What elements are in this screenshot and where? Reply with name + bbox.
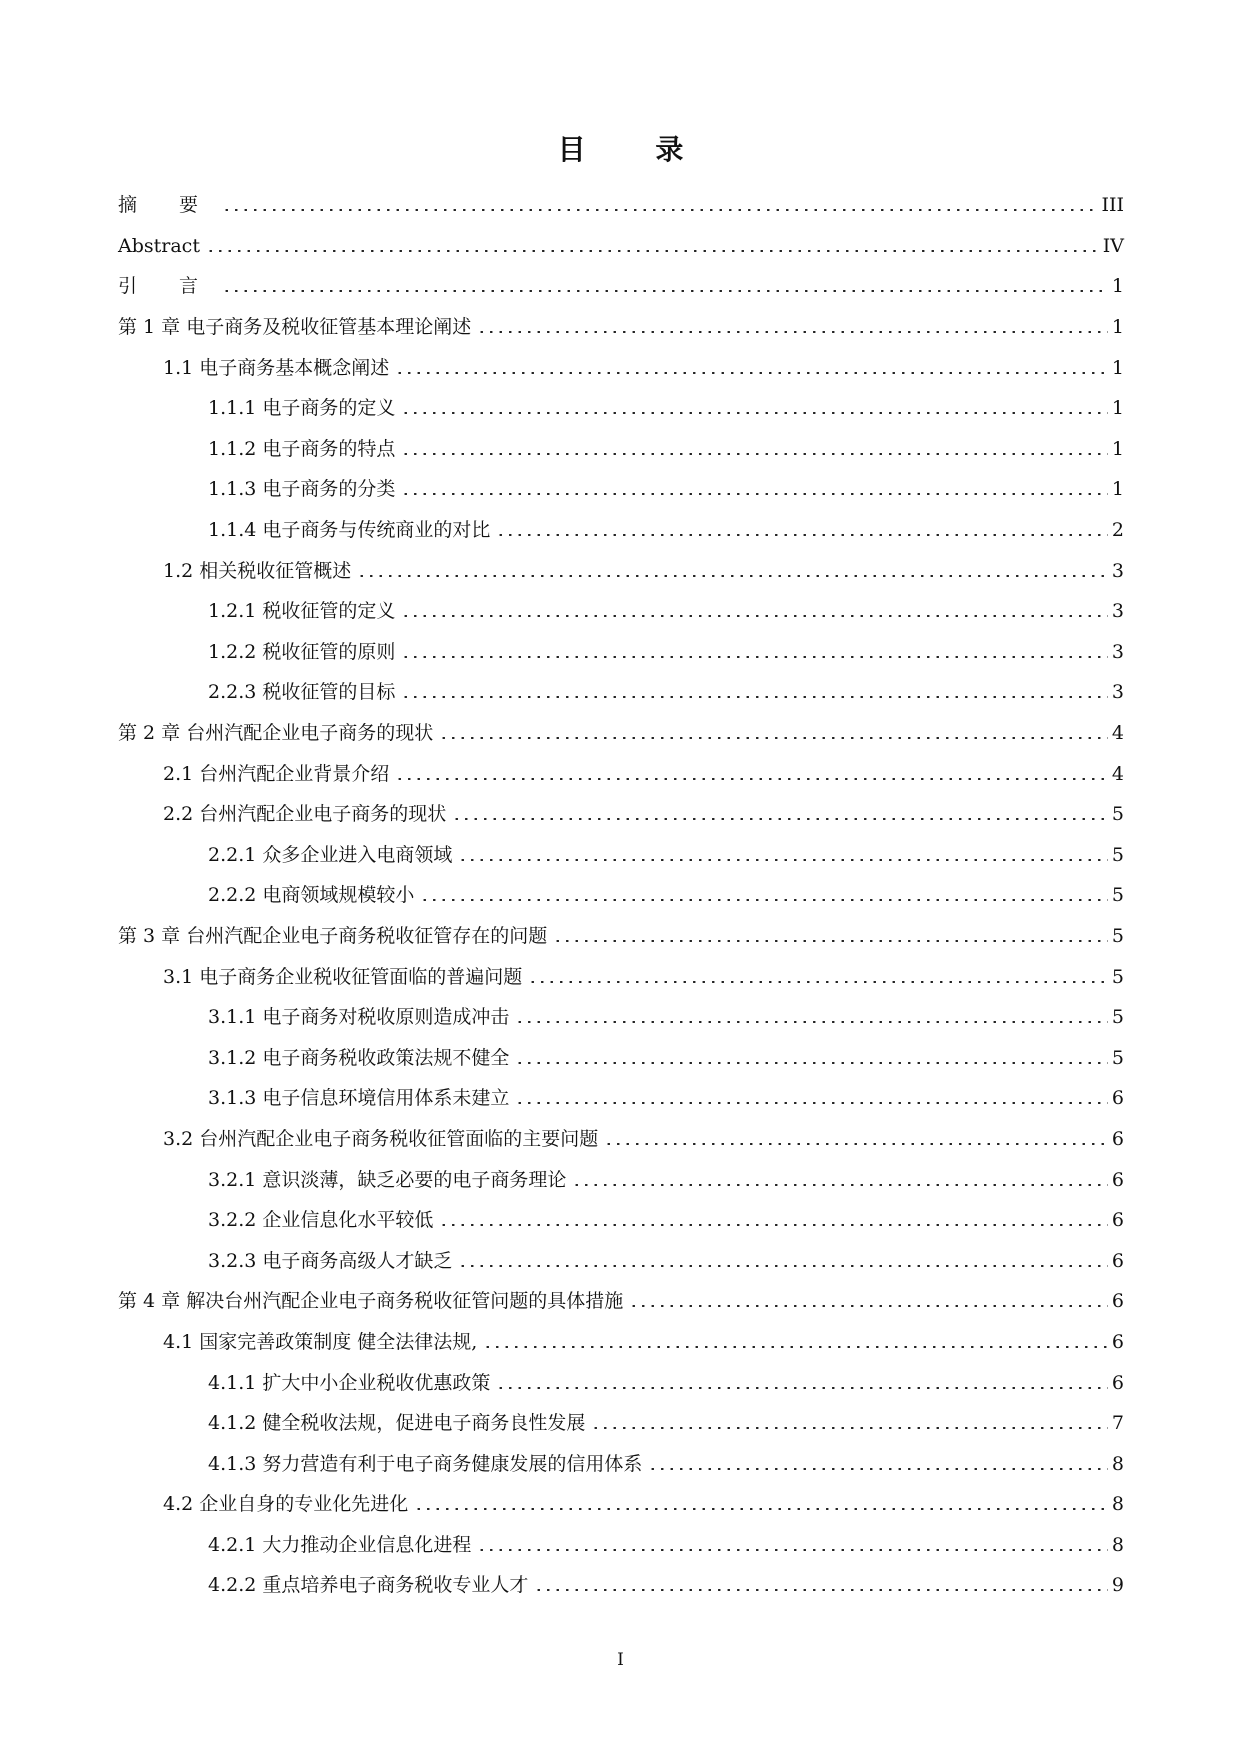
toc-entry[interactable]	[118, 550, 1124, 591]
toc-entry[interactable]	[118, 997, 1124, 1038]
toc-entry-label: 3.2 台州汽配企业电子商务税收征管面临的主要问题	[163, 1127, 599, 1150]
dot-leader	[458, 859, 1108, 861]
dot-leader	[591, 1427, 1108, 1429]
dot-leader	[401, 615, 1108, 617]
toc-entry[interactable]	[118, 388, 1124, 429]
toc-entry-label: 1.2 相关税收征管概述	[163, 559, 352, 582]
toc-entry-label: 4.2 企业自身的专业化先进化	[163, 1493, 409, 1516]
toc-entry-page: 5	[1111, 843, 1124, 866]
dot-leader	[414, 1508, 1108, 1510]
dot-leader	[496, 1387, 1108, 1389]
toc-entry[interactable]	[118, 835, 1124, 876]
toc-entry[interactable]	[118, 1200, 1124, 1241]
toc-entry-page: 8	[1111, 1493, 1124, 1516]
toc-entry-label: 1.1 电子商务基本概念阐述	[163, 356, 390, 379]
toc-entry-page: 5	[1111, 924, 1124, 947]
toc-entry-label: 4.1.1 扩大中小企业税收优惠政策	[208, 1371, 491, 1394]
dot-leader	[420, 899, 1108, 901]
toc-entry-label: 4.1 国家完善政策制度 健全法律法规,	[163, 1330, 478, 1353]
toc-entry-label: 第 1 章 电子商务及税收征管基本理论阐述	[118, 316, 472, 339]
toc-entry-page: 6	[1111, 1127, 1124, 1150]
toc-entry[interactable]	[118, 1403, 1124, 1444]
toc-entry-label: 1.1.4 电子商务与传统商业的对比	[208, 519, 491, 542]
toc-entry-page: 3	[1111, 559, 1124, 582]
toc-entry-label: 1.1.1 电子商务的定义	[208, 397, 396, 420]
toc-entry-label: 第 2 章 台州汽配企业电子商务的现状	[118, 722, 434, 745]
dot-leader	[515, 1021, 1108, 1023]
toc-entry-page: 8	[1111, 1452, 1124, 1475]
toc-entry-label: 2.2.1 众多企业进入电商领域	[208, 843, 453, 866]
toc-entry-label: 摘 要	[118, 194, 217, 217]
dot-leader	[458, 1265, 1108, 1267]
toc-entry[interactable]	[118, 1119, 1124, 1160]
dot-leader	[222, 209, 1097, 211]
dot-leader	[477, 331, 1108, 333]
toc-entry[interactable]	[118, 429, 1124, 470]
toc-entry-label: 4.1.2 健全税收法规，促进电子商务良性发展	[208, 1412, 586, 1435]
toc-entry[interactable]	[118, 226, 1124, 267]
toc-entry-page: 5	[1111, 1046, 1124, 1069]
toc-entry-label: 2.1 台州汽配企业背景介绍	[163, 762, 390, 785]
toc-entry-page: 4	[1111, 762, 1124, 785]
toc-entry-page: IV	[1102, 234, 1124, 257]
toc-entry-page: 1	[1111, 478, 1124, 501]
toc-entry-page: 1	[1111, 437, 1124, 460]
toc-entry-label: 1.2.1 税收征管的定义	[208, 600, 396, 623]
toc-entry-page: 9	[1111, 1574, 1124, 1597]
toc-entry-page: 6	[1111, 1087, 1124, 1110]
toc-entry-label: 3.1.2 电子商务税收政策法规不健全	[208, 1046, 510, 1069]
dot-leader	[483, 1346, 1108, 1348]
toc-entry[interactable]	[118, 510, 1124, 551]
dot-leader	[401, 696, 1108, 698]
toc-entry[interactable]	[118, 307, 1124, 348]
toc-entry-label: 引 言	[118, 275, 217, 298]
toc-entry[interactable]	[118, 1484, 1124, 1525]
toc-entry-page: 1	[1111, 356, 1124, 379]
dot-leader	[572, 1184, 1108, 1186]
dot-leader	[528, 981, 1108, 983]
toc-entry[interactable]	[118, 185, 1124, 226]
toc-entry-label: 第 4 章 解决台州汽配企业电子商务税收征管问题的具体措施	[118, 1290, 624, 1313]
toc-entry[interactable]	[118, 591, 1124, 632]
toc-entry[interactable]	[118, 266, 1124, 307]
toc-entry[interactable]	[118, 1240, 1124, 1281]
toc-entry-label: 3.1.1 电子商务对税收原则造成冲击	[208, 1006, 510, 1029]
toc-entry-label: 1.1.3 电子商务的分类	[208, 478, 396, 501]
toc-entry-page: 6	[1111, 1168, 1124, 1191]
dot-leader	[553, 940, 1108, 942]
toc-entry[interactable]	[118, 1281, 1124, 1322]
dot-leader	[496, 534, 1108, 536]
toc-entry-label: 2.2.3 税收征管的目标	[208, 681, 396, 704]
toc-title: 目 录	[557, 133, 714, 166]
toc-entry-page: 3	[1111, 600, 1124, 623]
toc-entry[interactable]	[118, 875, 1124, 916]
toc-entry[interactable]	[118, 1037, 1124, 1078]
dot-leader	[222, 290, 1108, 292]
toc-entry-page: 5	[1111, 803, 1124, 826]
toc-entry-page: 1	[1111, 397, 1124, 420]
toc-entry[interactable]	[118, 753, 1124, 794]
toc-entry-label: 1.1.2 电子商务的特点	[208, 437, 396, 460]
toc-entry-page: 1	[1111, 316, 1124, 339]
toc-entry-page: 6	[1111, 1249, 1124, 1272]
toc-entry-label: 3.2.1 意识淡薄，缺乏必要的电子商务理论	[208, 1168, 567, 1191]
toc-entry-page: 5	[1111, 884, 1124, 907]
dot-leader	[401, 453, 1108, 455]
dot-leader	[395, 778, 1108, 780]
toc-entry-label: 3.2.3 电子商务高级人才缺乏	[208, 1249, 453, 1272]
dot-leader	[401, 412, 1108, 414]
toc-entry-page: 1	[1111, 275, 1124, 298]
toc-entry[interactable]	[118, 956, 1124, 997]
dot-leader	[401, 493, 1108, 495]
dot-leader	[206, 250, 1099, 252]
toc-entry-label: 3.1 电子商务企业税收征管面临的普遍问题	[163, 965, 523, 988]
dot-leader	[452, 818, 1108, 820]
toc-entry-page: 6	[1111, 1330, 1124, 1353]
toc-list	[118, 185, 1124, 1606]
toc-entry-page: 4	[1111, 722, 1124, 745]
toc-entry[interactable]	[118, 1159, 1124, 1200]
dot-leader	[648, 1468, 1108, 1470]
toc-entry[interactable]	[118, 1078, 1124, 1119]
toc-entry-page: III	[1101, 194, 1124, 217]
dot-leader	[477, 1549, 1108, 1551]
toc-entry-page: 6	[1111, 1209, 1124, 1232]
dot-leader	[439, 1224, 1108, 1226]
toc-entry-label: 3.2.2 企业信息化水平较低	[208, 1209, 434, 1232]
toc-entry[interactable]	[118, 1565, 1124, 1606]
toc-entry-label: 4.2.2 重点培养电子商务税收专业人才	[208, 1574, 529, 1597]
toc-entry-label: 2.2.2 电商领域规模较小	[208, 884, 415, 907]
toc-entry-page: 5	[1111, 1006, 1124, 1029]
toc-entry-page: 8	[1111, 1533, 1124, 1556]
dot-leader	[439, 737, 1108, 739]
toc-entry[interactable]	[118, 1443, 1124, 1484]
dot-leader	[629, 1305, 1108, 1307]
toc-entry[interactable]	[118, 794, 1124, 835]
toc-entry-label: 1.2.2 税收征管的原则	[208, 640, 396, 663]
toc-entry-page: 6	[1111, 1371, 1124, 1394]
toc-entry[interactable]	[118, 713, 1124, 754]
dot-leader	[515, 1062, 1108, 1064]
toc-entry-page: 5	[1111, 965, 1124, 988]
dot-leader	[401, 656, 1108, 658]
toc-entry-page: 2	[1111, 519, 1124, 542]
dot-leader	[515, 1102, 1108, 1104]
toc-entry-label: 第 3 章 台州汽配企业电子商务税收征管存在的问题	[118, 924, 548, 947]
toc-entry[interactable]	[118, 672, 1124, 713]
toc-entry-page: 3	[1111, 681, 1124, 704]
toc-entry-label: 3.1.3 电子信息环境信用体系未建立	[208, 1087, 510, 1110]
dot-leader	[395, 372, 1108, 374]
toc-entry-page: 3	[1111, 640, 1124, 663]
dot-leader	[534, 1589, 1108, 1591]
page-number: I	[617, 1650, 624, 1670]
toc-entry-page: 7	[1111, 1412, 1124, 1435]
toc-entry-label: 4.2.1 大力推动企业信息化进程	[208, 1533, 472, 1556]
toc-entry-label: Abstract	[118, 234, 200, 257]
toc-entry[interactable]	[118, 632, 1124, 673]
dot-leader	[604, 1143, 1108, 1145]
toc-entry-page: 6	[1111, 1290, 1124, 1313]
toc-entry[interactable]	[118, 469, 1124, 510]
toc-entry[interactable]	[118, 1525, 1124, 1566]
toc-entry-label: 2.2 台州汽配企业电子商务的现状	[163, 803, 447, 826]
toc-entry[interactable]	[118, 1322, 1124, 1363]
toc-entry[interactable]	[118, 1362, 1124, 1403]
toc-entry-label: 4.1.3 努力营造有利于电子商务健康发展的信用体系	[208, 1452, 643, 1475]
dot-leader	[357, 575, 1108, 577]
toc-entry[interactable]	[118, 347, 1124, 388]
toc-entry[interactable]	[118, 916, 1124, 957]
